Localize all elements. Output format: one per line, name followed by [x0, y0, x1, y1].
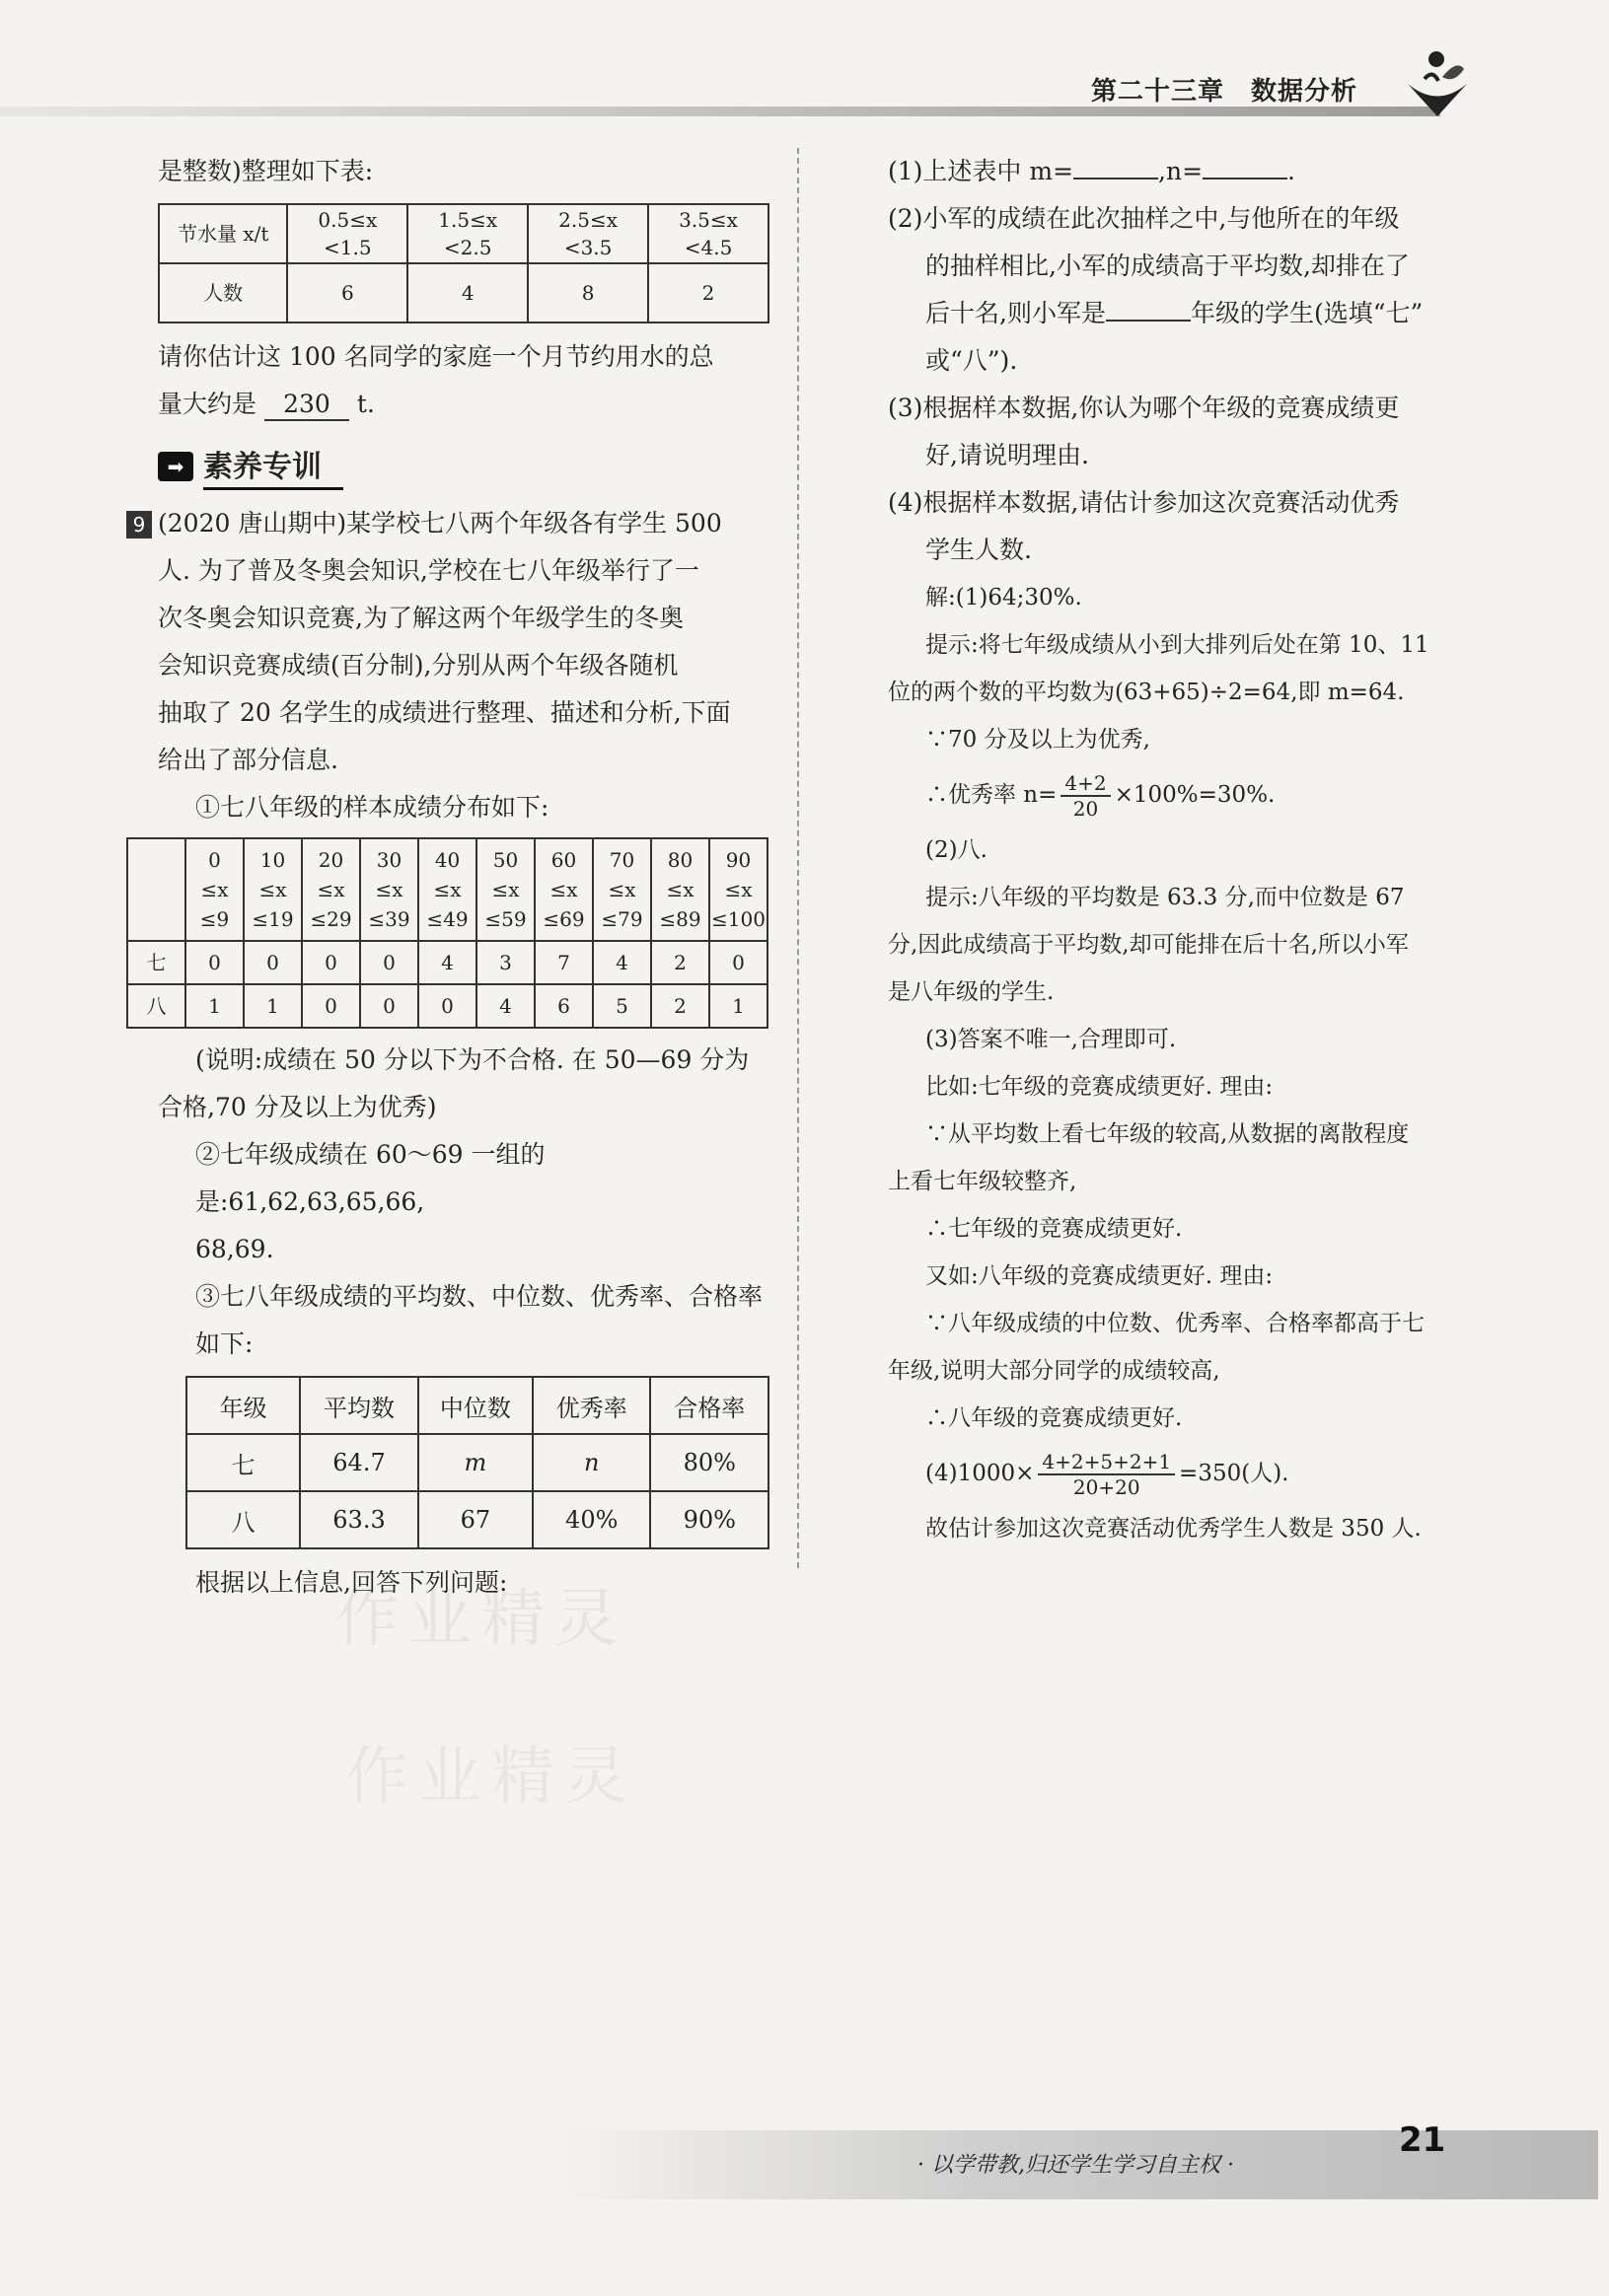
bin-cell: 60 ≤x ≤69: [535, 838, 593, 941]
count-cell: 8: [528, 263, 648, 323]
bin-cell: 90 ≤x ≤100: [709, 838, 768, 941]
solution-line: 提示:八年级的平均数是 63.3 分,而中位数是 67: [925, 885, 1405, 910]
question-9-line: 次冬奥会知识竞赛,为了解这两个年级学生的冬奥: [158, 604, 684, 632]
question-9-line: 9 (2020 唐山期中)某学校七八两个年级各有学生 500: [126, 500, 769, 547]
column-divider: [797, 148, 799, 1568]
range-cell: 0.5≤x <1.5: [287, 204, 407, 263]
section-title: 素养专训: [203, 442, 343, 490]
count-cell: 6: [287, 263, 407, 323]
range-cell: 1.5≤x <2.5: [407, 204, 528, 263]
right-column: [888, 148, 1490, 1552]
table-row: [127, 941, 768, 984]
page-number: 21: [1399, 2120, 1446, 2160]
column-header: 平均数: [300, 1377, 418, 1434]
estimate-line: 量大约是 230 t.: [158, 381, 769, 428]
table-cell: 八: [186, 1491, 300, 1548]
corner-cell: [127, 838, 185, 941]
table-row: [159, 204, 768, 263]
count-cell: 1: [244, 984, 302, 1028]
table-cell: 64.7: [300, 1434, 418, 1491]
sub-question-2: 的抽样相比,小军的成绩高于平均数,却排在了: [925, 251, 1410, 280]
count-cell: 1: [185, 984, 244, 1028]
solution-line: 是八年级的学生.: [888, 979, 1055, 1005]
book-leaf-logo-icon: [1403, 39, 1472, 118]
sub-question-2: 或“八”).: [925, 346, 1018, 375]
table-row: [186, 1434, 768, 1491]
section-heading: [158, 442, 769, 490]
score-distribution-table: [126, 837, 768, 1029]
solution-line: 比如:七年级的竞赛成绩更好. 理由:: [925, 1074, 1274, 1100]
count-cell: 2: [651, 984, 709, 1028]
table-cell: 40%: [533, 1491, 651, 1548]
question-9-line: 会知识竞赛成绩(百分制),分别从两个年级各随机: [158, 651, 679, 680]
count-cell: 1: [709, 984, 768, 1028]
bin-cell: 0 ≤x ≤9: [185, 838, 244, 941]
solution-line: 提示:将七年级成绩从小到大排列后处在第 10、11: [925, 632, 1429, 658]
chapter-title: 第二十三章 数据分析: [1091, 77, 1358, 107]
note-line: (说明:成绩在 50 分以下为不合格. 在 50—69 分为: [195, 1045, 750, 1074]
solution-line: 位的两个数的平均数为(63+65)÷2=64,即 m=64.: [888, 680, 1405, 705]
column-header: 优秀率: [533, 1377, 651, 1434]
grade-label-cell: 八: [127, 984, 185, 1028]
sub-question-3: (3)根据样本数据,你认为哪个年级的竞赛成绩更: [888, 394, 1400, 422]
count-cell: 4: [418, 941, 476, 984]
count-cell: 7: [535, 941, 593, 984]
solution-line: 解:(1)64;30%.: [925, 585, 1082, 610]
watermark: 作业精灵: [345, 1741, 637, 1814]
solution-line: 又如:八年级的竞赛成绩更好. 理由:: [925, 1263, 1274, 1289]
count-cell: 0: [302, 941, 360, 984]
sub-question-2: 后十名,则小军是 年级的学生(选填“七”: [925, 299, 1424, 327]
count-cell: 0: [302, 984, 360, 1028]
grade-label-cell: 七: [127, 941, 185, 984]
count-cell: 0: [360, 984, 418, 1028]
column-header: 中位数: [418, 1377, 533, 1434]
range-cell: 3.5≤x <4.5: [648, 204, 768, 263]
count-cell: 0: [418, 984, 476, 1028]
note-line: 合格,70 分及以上为优秀): [158, 1093, 437, 1121]
solution-formula: ∴优秀率 n= $\frac{4+2}{20}$ ×100%=30%.: [925, 771, 1276, 821]
count-cell: 4: [407, 263, 528, 323]
count-cell: 0: [360, 941, 418, 984]
fraction: $\frac{4+2+5+2+1}{20+20}$: [1038, 1450, 1175, 1499]
count-cell: 5: [593, 984, 651, 1028]
info-item-1: ①七八年级的样本成绩分布如下:: [195, 793, 549, 822]
info-item-3: ③七八年级成绩的平均数、中位数、优秀率、合格率: [195, 1282, 764, 1311]
bin-cell: 70 ≤x ≤79: [593, 838, 651, 941]
count-cell: 4: [593, 941, 651, 984]
solution-line: 上看七年级较整齐,: [888, 1169, 1077, 1194]
answer-blank: [1073, 178, 1158, 179]
estimate-answer: 230: [264, 390, 349, 421]
closing-line: 根据以上信息,回答下列问题:: [195, 1568, 508, 1597]
question-9-line: 人. 为了普及冬奥会知识,学校在七八年级举行了一: [158, 556, 699, 585]
count-label-cell: 人数: [159, 263, 287, 323]
header-bar: [0, 107, 1440, 116]
count-cell: 6: [535, 984, 593, 1028]
question-number: 9: [126, 511, 152, 538]
bin-cell: 20 ≤x ≤29: [302, 838, 360, 941]
solution-line: ∵从平均数上看七年级的较高,从数据的离散程度: [925, 1121, 1410, 1147]
answer-blank: [1203, 178, 1287, 179]
info-item-2: ②七年级成绩在 60～69 一组的是:61,62,63,65,66,: [195, 1140, 546, 1216]
solution-line: ∴八年级的竞赛成绩更好.: [925, 1405, 1183, 1431]
table-cell: 90%: [650, 1491, 768, 1548]
water-saving-table: [158, 203, 769, 323]
estimate-line: 请你估计这 100 名同学的家庭一个月节约用水的总: [158, 342, 714, 371]
left-column: [132, 148, 769, 1607]
solution-line: 分,因此成绩高于平均数,却可能排在后十名,所以小军: [888, 932, 1409, 958]
info-item-3: 如下:: [195, 1329, 254, 1358]
table-row: [127, 984, 768, 1028]
solution-line: (3)答案不唯一,合理即可.: [925, 1027, 1177, 1052]
bin-cell: 80 ≤x ≤89: [651, 838, 709, 941]
count-cell: 2: [648, 263, 768, 323]
solution-line: (2)八.: [925, 837, 987, 863]
table-cell: 80%: [650, 1434, 768, 1491]
solution-line: ∵八年级成绩的中位数、优秀率、合格率都高于七: [925, 1311, 1425, 1336]
info-item-2: 68,69.: [195, 1235, 274, 1263]
count-cell: 0: [185, 941, 244, 984]
sub-question-4: 学生人数.: [925, 536, 1032, 564]
solution-line: ∵70 分及以上为优秀,: [925, 727, 1150, 753]
fraction: $\frac{4+2}{20}$: [1060, 771, 1110, 821]
table-row: [186, 1377, 768, 1434]
answer-blank: [1106, 320, 1191, 322]
count-cell: 0: [244, 941, 302, 984]
table-cell: 67: [418, 1491, 533, 1548]
range-cell: 2.5≤x <3.5: [528, 204, 648, 263]
table-cell: n: [533, 1434, 651, 1491]
table-header-cell: 节水量 x/t: [159, 204, 287, 263]
table-cell: 63.3: [300, 1491, 418, 1548]
intro-text: 是整数)整理如下表:: [158, 157, 374, 185]
footer-slogan: · 以学带教,归还学生学习自主权 ·: [917, 2153, 1234, 2178]
statistics-table: [185, 1376, 769, 1549]
sub-question-3: 好,请说明理由.: [925, 441, 1089, 469]
table-row: [159, 263, 768, 323]
table-row: [127, 838, 768, 941]
question-9-line: 抽取了 20 名学生的成绩进行整理、描述和分析,下面: [158, 698, 731, 727]
solution-line: 年级,说明大部分同学的成绩较高,: [888, 1358, 1220, 1384]
sub-question-1: (1)上述表中 m= ,n= .: [888, 157, 1295, 185]
column-header: 合格率: [650, 1377, 768, 1434]
bin-cell: 40 ≤x ≤49: [418, 838, 476, 941]
count-cell: 2: [651, 941, 709, 984]
count-cell: 0: [709, 941, 768, 984]
question-9-line: 给出了部分信息.: [158, 746, 338, 774]
count-cell: 3: [476, 941, 535, 984]
count-cell: 4: [476, 984, 535, 1028]
table-cell: 七: [186, 1434, 300, 1491]
arrow-icon: ➡: [158, 452, 193, 481]
bin-cell: 10 ≤x ≤19: [244, 838, 302, 941]
sub-question-4: (4)根据样本数据,请估计参加这次竞赛活动优秀: [888, 488, 1400, 517]
solution-line: ∴七年级的竞赛成绩更好.: [925, 1216, 1183, 1242]
sub-question-2: (2)小军的成绩在此次抽样之中,与他所在的年级: [888, 204, 1400, 233]
watermark: 作业精灵: [335, 1583, 627, 1656]
table-row: [186, 1491, 768, 1548]
bin-cell: 50 ≤x ≤59: [476, 838, 535, 941]
column-header: 年级: [186, 1377, 300, 1434]
solution-formula: (4)1000× $\frac{4+2+5+2+1}{20+20}$ =350(人).: [925, 1450, 1289, 1499]
solution-line: 故估计参加这次竞赛活动优秀学生人数是 350 人.: [925, 1516, 1422, 1542]
table-cell: m: [418, 1434, 533, 1491]
bin-cell: 30 ≤x ≤39: [360, 838, 418, 941]
